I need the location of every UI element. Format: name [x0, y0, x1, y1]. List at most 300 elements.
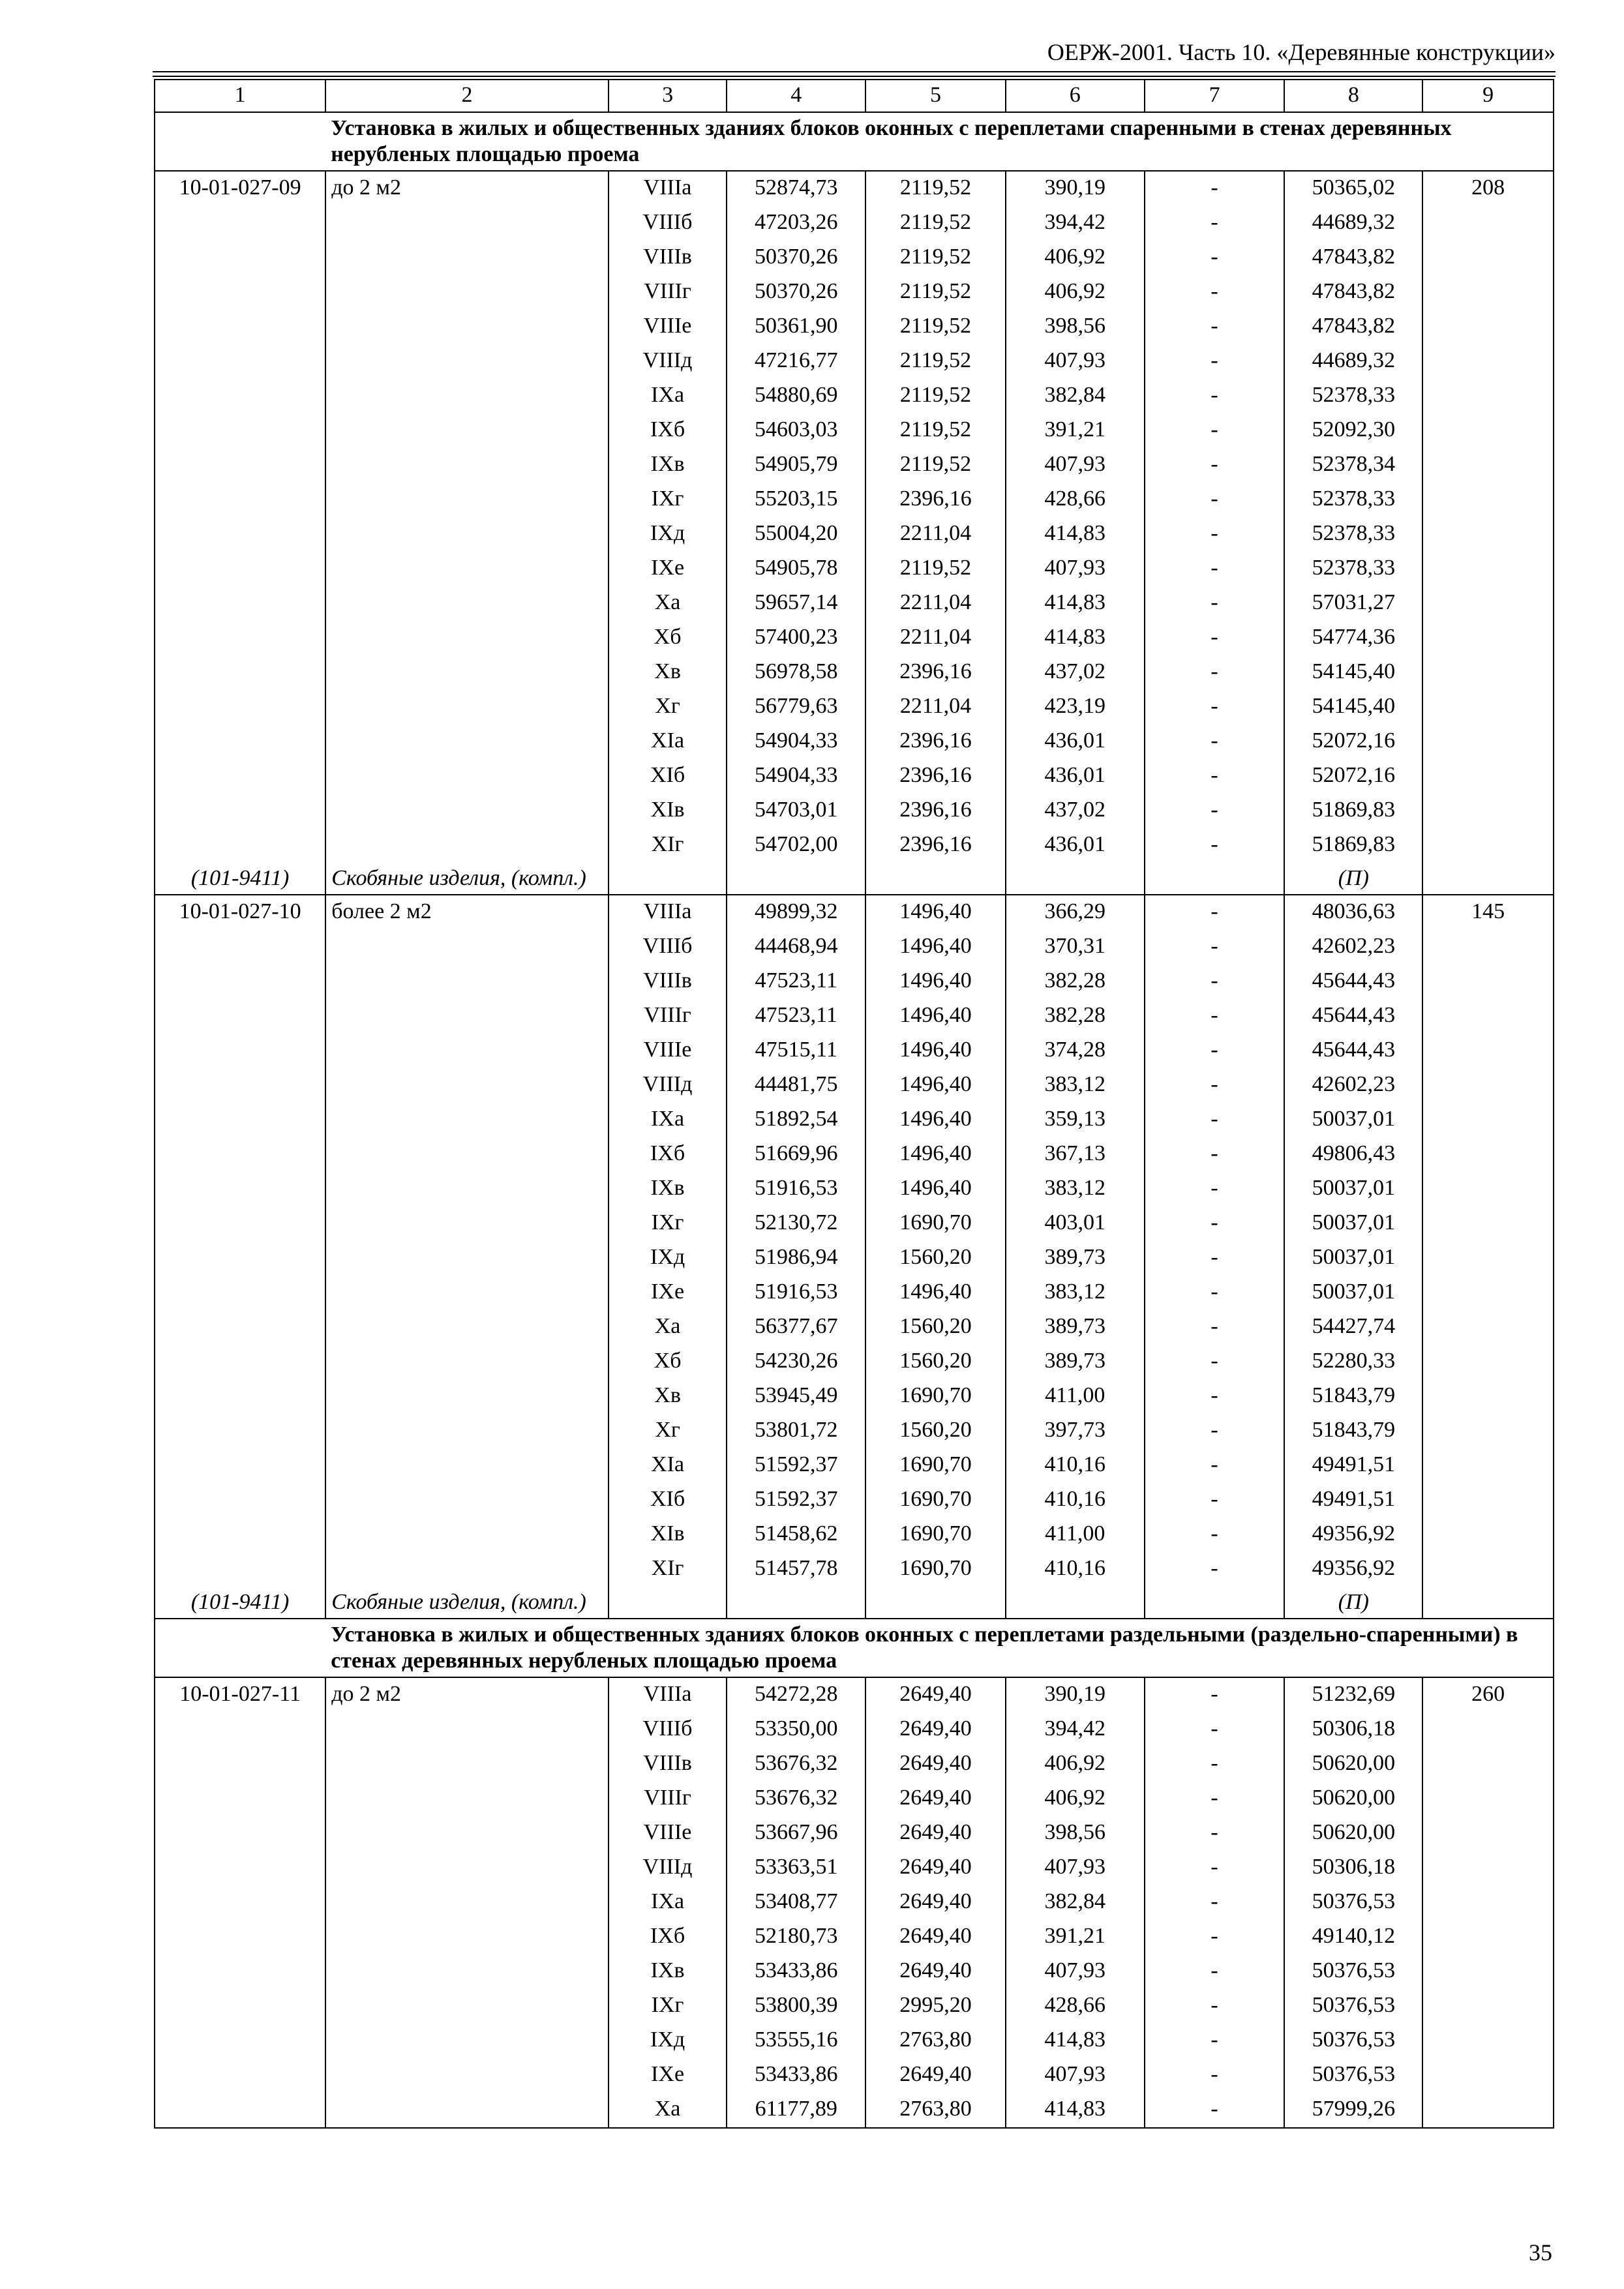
col6-machines-cell: 370,31 [1006, 930, 1145, 965]
col6-machines-cell: 437,02 [1006, 655, 1145, 690]
col7-drivers-cell: - [1145, 344, 1285, 379]
col4-total-cell: 51916,53 [727, 1276, 865, 1310]
col6-machines-cell: 398,56 [1006, 310, 1145, 344]
description-cell [325, 725, 609, 759]
table-row [155, 552, 1554, 586]
col4-total-cell: 53800,39 [727, 1989, 865, 2024]
col6-machines-cell: 394,42 [1006, 1713, 1145, 1747]
table-row [155, 1713, 1554, 1747]
col9-cell [1422, 1747, 1554, 1782]
rate-code-cell [155, 655, 325, 690]
col3-zone-cell: IXе [609, 1276, 727, 1310]
description-cell [325, 448, 609, 483]
col3-zone-cell: VIIIе [609, 1034, 727, 1068]
col6-machines-cell: 428,66 [1006, 483, 1145, 517]
table-row [155, 999, 1554, 1034]
col8-materials-cell: 50620,00 [1284, 1747, 1422, 1782]
col7-drivers-cell: - [1145, 1782, 1285, 1816]
col7-drivers-cell: - [1145, 1172, 1285, 1206]
note-row [155, 863, 1554, 895]
col7-drivers-cell: - [1145, 1816, 1285, 1851]
table-row [155, 171, 1554, 206]
col5-wages-cell: 1496,40 [865, 1172, 1006, 1206]
col7-drivers-cell: - [1145, 586, 1285, 621]
description-cell [325, 1414, 609, 1448]
col4-total-cell: 53667,96 [727, 1816, 865, 1851]
col8-materials-cell: 50037,01 [1284, 1206, 1422, 1241]
col3-zone-cell: VIIIб [609, 930, 727, 965]
col6-machines-cell: 407,93 [1006, 448, 1145, 483]
rate-code-cell [155, 586, 325, 621]
description-cell [325, 1379, 609, 1414]
col6-machines-cell: 382,84 [1006, 379, 1145, 413]
col8-materials-cell: 50376,53 [1284, 1885, 1422, 1920]
col7-drivers-cell: - [1145, 413, 1285, 448]
column-number-cell: 2 [325, 80, 609, 112]
col9-cell [1422, 1920, 1554, 1954]
col3-zone-cell: IXб [609, 413, 727, 448]
col6-machines-cell: 366,29 [1006, 895, 1145, 930]
col4-total-cell: 54904,33 [727, 725, 865, 759]
description-cell [325, 930, 609, 965]
col3-zone-cell: IXд [609, 1241, 727, 1276]
rate-code-cell: 10-01-027-10 [155, 895, 325, 930]
col7-drivers-cell: - [1145, 1747, 1285, 1782]
col7-drivers-cell: - [1145, 1103, 1285, 1137]
col9-cell [1422, 2058, 1554, 2093]
col5-wages-cell: 1496,40 [865, 965, 1006, 999]
col8-materials-cell: 52280,33 [1284, 1345, 1422, 1379]
col3-zone-cell: VIIIа [609, 895, 727, 930]
note-empty-cell [1006, 863, 1145, 895]
col9-cell [1422, 552, 1554, 586]
col4-total-cell: 53433,86 [727, 2058, 865, 2093]
description-cell [325, 999, 609, 1034]
col6-machines-cell: 359,13 [1006, 1103, 1145, 1137]
col9-cell [1422, 1103, 1554, 1137]
description-cell [325, 1518, 609, 1552]
col9-cell [1422, 586, 1554, 621]
col5-wages-cell: 2649,40 [865, 1885, 1006, 1920]
col3-zone-cell: IXв [609, 1172, 727, 1206]
col4-total-cell: 47515,11 [727, 1034, 865, 1068]
rate-code-cell [155, 1276, 325, 1310]
note-empty-cell [727, 1587, 865, 1619]
col7-drivers-cell: - [1145, 2093, 1285, 2128]
col4-total-cell: 53408,77 [727, 1885, 865, 1920]
col4-total-cell: 59657,14 [727, 586, 865, 621]
col8-materials-cell: 50037,01 [1284, 1172, 1422, 1206]
col5-wages-cell: 1496,40 [865, 1068, 1006, 1103]
col6-machines-cell: 423,19 [1006, 690, 1145, 725]
col8-materials-cell: 49356,92 [1284, 1518, 1422, 1552]
col9-cell [1422, 1483, 1554, 1518]
col6-machines-cell: 390,19 [1006, 1677, 1145, 1713]
col6-machines-cell: 383,12 [1006, 1172, 1145, 1206]
note-empty-cell [865, 863, 1006, 895]
col5-wages-cell: 2649,40 [865, 1713, 1006, 1747]
table-row [155, 379, 1554, 413]
col7-drivers-cell: - [1145, 2024, 1285, 2058]
col4-total-cell: 49899,32 [727, 895, 865, 930]
col7-drivers-cell: - [1145, 1345, 1285, 1379]
col8-materials-cell: 57031,27 [1284, 586, 1422, 621]
col4-total-cell: 57400,23 [727, 621, 865, 655]
col6-machines-cell: 411,00 [1006, 1379, 1145, 1414]
col6-machines-cell: 406,92 [1006, 275, 1145, 310]
col6-machines-cell: 410,16 [1006, 1448, 1145, 1483]
rate-code-cell [155, 1034, 325, 1068]
col7-drivers-cell: - [1145, 310, 1285, 344]
col9-cell [1422, 828, 1554, 863]
col9-cell [1422, 483, 1554, 517]
col7-drivers-cell: - [1145, 1448, 1285, 1483]
description-cell [325, 1885, 609, 1920]
col9-cell [1422, 517, 1554, 552]
col7-drivers-cell: - [1145, 483, 1285, 517]
description-cell [325, 1747, 609, 1782]
col3-zone-cell: VIIIв [609, 241, 727, 275]
col4-total-cell: 54905,79 [727, 448, 865, 483]
col8-materials-cell: 50620,00 [1284, 1782, 1422, 1816]
col8-materials-cell: 50376,53 [1284, 2024, 1422, 2058]
col6-machines-cell: 407,93 [1006, 344, 1145, 379]
col4-total-cell: 51892,54 [727, 1103, 865, 1137]
description-cell [325, 1851, 609, 1885]
col7-drivers-cell: - [1145, 1241, 1285, 1276]
col9-cell [1422, 1414, 1554, 1448]
col4-total-cell: 56978,58 [727, 655, 865, 690]
column-number-cell: 4 [727, 80, 865, 112]
col3-zone-cell: XIг [609, 1552, 727, 1587]
table-row [155, 448, 1554, 483]
table-row [155, 965, 1554, 999]
col8-materials-cell: 49140,12 [1284, 1920, 1422, 1954]
col8-materials-cell: 47843,82 [1284, 310, 1422, 344]
col7-drivers-cell: - [1145, 448, 1285, 483]
table-row [155, 725, 1554, 759]
col4-total-cell: 53676,32 [727, 1747, 865, 1782]
col6-machines-cell: 374,28 [1006, 1034, 1145, 1068]
col7-drivers-cell: - [1145, 621, 1285, 655]
table-row [155, 1816, 1554, 1851]
rate-code-cell [155, 1172, 325, 1206]
note-code-cell: (101-9411) [155, 1587, 325, 1619]
rate-code-cell [155, 344, 325, 379]
col4-total-cell: 51592,37 [727, 1483, 865, 1518]
col4-total-cell: 54904,33 [727, 759, 865, 794]
table-row [155, 206, 1554, 241]
col4-total-cell: 51592,37 [727, 1448, 865, 1483]
rate-code-cell [155, 1068, 325, 1103]
col4-total-cell: 53676,32 [727, 1782, 865, 1816]
col7-drivers-cell: - [1145, 1677, 1285, 1713]
rate-code-cell [155, 1310, 325, 1345]
col3-zone-cell: XIб [609, 759, 727, 794]
col8-materials-cell: 52378,33 [1284, 379, 1422, 413]
col4-total-cell: 47203,26 [727, 206, 865, 241]
col3-zone-cell: IXб [609, 1137, 727, 1172]
col3-zone-cell: VIIIд [609, 344, 727, 379]
rate-code-cell [155, 1379, 325, 1414]
col8-materials-cell: 50037,01 [1284, 1103, 1422, 1137]
description-cell [325, 1276, 609, 1310]
description-cell [325, 655, 609, 690]
table-row [155, 655, 1554, 690]
col9-cell [1422, 241, 1554, 275]
col3-zone-cell: XIв [609, 794, 727, 828]
col7-drivers-cell: - [1145, 1206, 1285, 1241]
rate-code-cell [155, 1747, 325, 1782]
col8-materials-cell: 51869,83 [1284, 828, 1422, 863]
col9-cell [1422, 621, 1554, 655]
col3-zone-cell: VIIIв [609, 1747, 727, 1782]
col3-zone-cell: VIIIе [609, 1816, 727, 1851]
rate-code-cell: 10-01-027-11 [155, 1677, 325, 1713]
rate-code-cell [155, 448, 325, 483]
col9-cell [1422, 930, 1554, 965]
description-cell [325, 1782, 609, 1816]
col7-drivers-cell: - [1145, 2058, 1285, 2093]
col5-wages-cell: 2649,40 [865, 1954, 1006, 1989]
col4-total-cell: 51457,78 [727, 1552, 865, 1587]
col5-wages-cell: 2211,04 [865, 517, 1006, 552]
description-cell [325, 1137, 609, 1172]
col9-cell [1422, 1206, 1554, 1241]
col5-wages-cell: 2119,52 [865, 379, 1006, 413]
rate-code-cell [155, 1954, 325, 1989]
description-cell [325, 241, 609, 275]
col5-wages-cell: 2649,40 [865, 1782, 1006, 1816]
col3-zone-cell: IXв [609, 448, 727, 483]
table-row [155, 1310, 1554, 1345]
note-col8-cell: (П) [1284, 863, 1422, 895]
col9-cell: 208 [1422, 171, 1554, 206]
col7-drivers-cell: - [1145, 1954, 1285, 1989]
col3-zone-cell: Xб [609, 621, 727, 655]
col7-drivers-cell: - [1145, 759, 1285, 794]
col5-wages-cell: 1690,70 [865, 1206, 1006, 1241]
col5-wages-cell: 2119,52 [865, 344, 1006, 379]
rate-code-cell [155, 1448, 325, 1483]
column-number-cell: 9 [1422, 80, 1554, 112]
col7-drivers-cell: - [1145, 1920, 1285, 1954]
col6-machines-cell: 437,02 [1006, 794, 1145, 828]
col3-zone-cell: VIIIв [609, 965, 727, 999]
note-text-cell: Скобяные изделия, (компл.) [325, 1587, 609, 1619]
description-cell [325, 1241, 609, 1276]
col3-zone-cell: IXд [609, 2024, 727, 2058]
description-cell [325, 2093, 609, 2128]
section-empty-cell [155, 112, 325, 171]
col3-zone-cell: Xв [609, 655, 727, 690]
table-body [155, 80, 1554, 2128]
col5-wages-cell: 1560,20 [865, 1241, 1006, 1276]
col3-zone-cell: XIа [609, 725, 727, 759]
col6-machines-cell: 436,01 [1006, 725, 1145, 759]
rate-code-cell [155, 1414, 325, 1448]
col6-machines-cell: 391,21 [1006, 1920, 1145, 1954]
col3-zone-cell: Xа [609, 2093, 727, 2128]
description-cell [325, 344, 609, 379]
note-code-cell: (101-9411) [155, 863, 325, 895]
table-row [155, 1206, 1554, 1241]
table-row [155, 344, 1554, 379]
col8-materials-cell: 52072,16 [1284, 759, 1422, 794]
col6-machines-cell: 394,42 [1006, 206, 1145, 241]
col3-zone-cell: VIIIд [609, 1068, 727, 1103]
col9-cell [1422, 1172, 1554, 1206]
description-cell [325, 310, 609, 344]
col7-drivers-cell: - [1145, 655, 1285, 690]
table-row [155, 794, 1554, 828]
rate-code-cell [155, 2024, 325, 2058]
col9-cell [1422, 1782, 1554, 1816]
note-empty-cell [609, 1587, 727, 1619]
col9-cell [1422, 999, 1554, 1034]
col4-total-cell: 47523,11 [727, 965, 865, 999]
table-row [155, 1782, 1554, 1816]
rate-code-cell [155, 828, 325, 863]
table-row [155, 1034, 1554, 1068]
col8-materials-cell: 50376,53 [1284, 1954, 1422, 1989]
rate-code-cell [155, 413, 325, 448]
column-number-cell: 6 [1006, 80, 1145, 112]
table-row [155, 1276, 1554, 1310]
section-empty-cell [155, 1619, 325, 1677]
section-title: Установка в жилых и общественных зданиях блоков оконных с переплетами раздельными (раздельно-спаренными) в стенах деревянных нерубленых площадью проема [325, 1619, 1554, 1677]
col9-cell [1422, 1241, 1554, 1276]
rate-code-cell [155, 1552, 325, 1587]
col4-total-cell: 54702,00 [727, 828, 865, 863]
col8-materials-cell: 52072,16 [1284, 725, 1422, 759]
table-row [155, 1885, 1554, 1920]
col7-drivers-cell: - [1145, 275, 1285, 310]
col4-total-cell: 56779,63 [727, 690, 865, 725]
column-number-cell: 7 [1145, 80, 1285, 112]
col7-drivers-cell: - [1145, 1483, 1285, 1518]
table-row [155, 517, 1554, 552]
table-row [155, 1068, 1554, 1103]
col4-total-cell: 54272,28 [727, 1677, 865, 1713]
col4-total-cell: 53363,51 [727, 1851, 865, 1885]
col3-zone-cell: VIIIд [609, 1851, 727, 1885]
rate-code-cell [155, 2093, 325, 2128]
col3-zone-cell: XIг [609, 828, 727, 863]
description-cell [325, 2024, 609, 2058]
rate-code-cell [155, 794, 325, 828]
col6-machines-cell: 389,73 [1006, 1345, 1145, 1379]
col9-cell [1422, 448, 1554, 483]
rate-code-cell [155, 2058, 325, 2093]
col9-cell [1422, 759, 1554, 794]
col9-cell [1422, 1379, 1554, 1414]
description-cell [325, 1068, 609, 1103]
price-table [154, 79, 1554, 2129]
description-cell [325, 517, 609, 552]
col7-drivers-cell: - [1145, 1851, 1285, 1885]
table-row [155, 1414, 1554, 1448]
col8-materials-cell: 50376,53 [1284, 1989, 1422, 2024]
col6-machines-cell: 398,56 [1006, 1816, 1145, 1851]
col6-machines-cell: 414,83 [1006, 2093, 1145, 2128]
col8-materials-cell: 50037,01 [1284, 1241, 1422, 1276]
rate-code-cell [155, 1103, 325, 1137]
col9-cell [1422, 1552, 1554, 1587]
col6-machines-cell: 389,73 [1006, 1241, 1145, 1276]
col3-zone-cell: VIIIг [609, 999, 727, 1034]
col6-machines-cell: 436,01 [1006, 759, 1145, 794]
col4-total-cell: 47216,77 [727, 344, 865, 379]
rate-code-cell [155, 999, 325, 1034]
note-empty-cell [1145, 863, 1285, 895]
col8-materials-cell: 54427,74 [1284, 1310, 1422, 1345]
col3-zone-cell: IXв [609, 1954, 727, 1989]
table-row [155, 1172, 1554, 1206]
section-title-row [155, 1619, 1554, 1677]
col5-wages-cell: 1560,20 [865, 1345, 1006, 1379]
col9-cell: 260 [1422, 1677, 1554, 1713]
col8-materials-cell: 52378,33 [1284, 483, 1422, 517]
col6-machines-cell: 383,12 [1006, 1276, 1145, 1310]
col8-materials-cell: 49491,51 [1284, 1448, 1422, 1483]
col8-materials-cell: 44689,32 [1284, 206, 1422, 241]
col9-cell [1422, 1137, 1554, 1172]
col4-total-cell: 55203,15 [727, 483, 865, 517]
col8-materials-cell: 49806,43 [1284, 1137, 1422, 1172]
col4-total-cell: 51458,62 [727, 1518, 865, 1552]
col7-drivers-cell: - [1145, 930, 1285, 965]
description-cell [325, 1448, 609, 1483]
col5-wages-cell: 2396,16 [865, 725, 1006, 759]
col3-zone-cell: VIIIг [609, 1782, 727, 1816]
header-rule [153, 71, 1556, 72]
col5-wages-cell: 2649,40 [865, 1920, 1006, 1954]
col9-cell [1422, 725, 1554, 759]
description-cell [325, 1954, 609, 1989]
col5-wages-cell: 2119,52 [865, 552, 1006, 586]
rate-code-cell [155, 1989, 325, 2024]
col8-materials-cell: 50037,01 [1284, 1276, 1422, 1310]
note-empty-cell [1422, 1587, 1554, 1619]
col3-zone-cell: IXг [609, 483, 727, 517]
col4-total-cell: 54880,69 [727, 379, 865, 413]
col3-zone-cell: VIIIг [609, 275, 727, 310]
col8-materials-cell: 49491,51 [1284, 1483, 1422, 1518]
description-cell [325, 1172, 609, 1206]
rate-code-cell [155, 1885, 325, 1920]
col9-cell [1422, 310, 1554, 344]
col5-wages-cell: 2119,52 [865, 171, 1006, 206]
table-row [155, 1345, 1554, 1379]
rate-code-cell [155, 759, 325, 794]
description-cell [325, 1552, 609, 1587]
col7-drivers-cell: - [1145, 1137, 1285, 1172]
rate-code-cell [155, 1206, 325, 1241]
col6-machines-cell: 436,01 [1006, 828, 1145, 863]
description-cell: более 2 м2 [325, 895, 609, 930]
col6-machines-cell: 391,21 [1006, 413, 1145, 448]
col5-wages-cell: 2649,40 [865, 2058, 1006, 2093]
col7-drivers-cell: - [1145, 828, 1285, 863]
description-cell [325, 2058, 609, 2093]
col4-total-cell: 51669,96 [727, 1137, 865, 1172]
col8-materials-cell: 50365,02 [1284, 171, 1422, 206]
col6-machines-cell: 407,93 [1006, 1851, 1145, 1885]
note-empty-cell [609, 863, 727, 895]
col9-cell [1422, 1345, 1554, 1379]
column-number-cell: 8 [1284, 80, 1422, 112]
